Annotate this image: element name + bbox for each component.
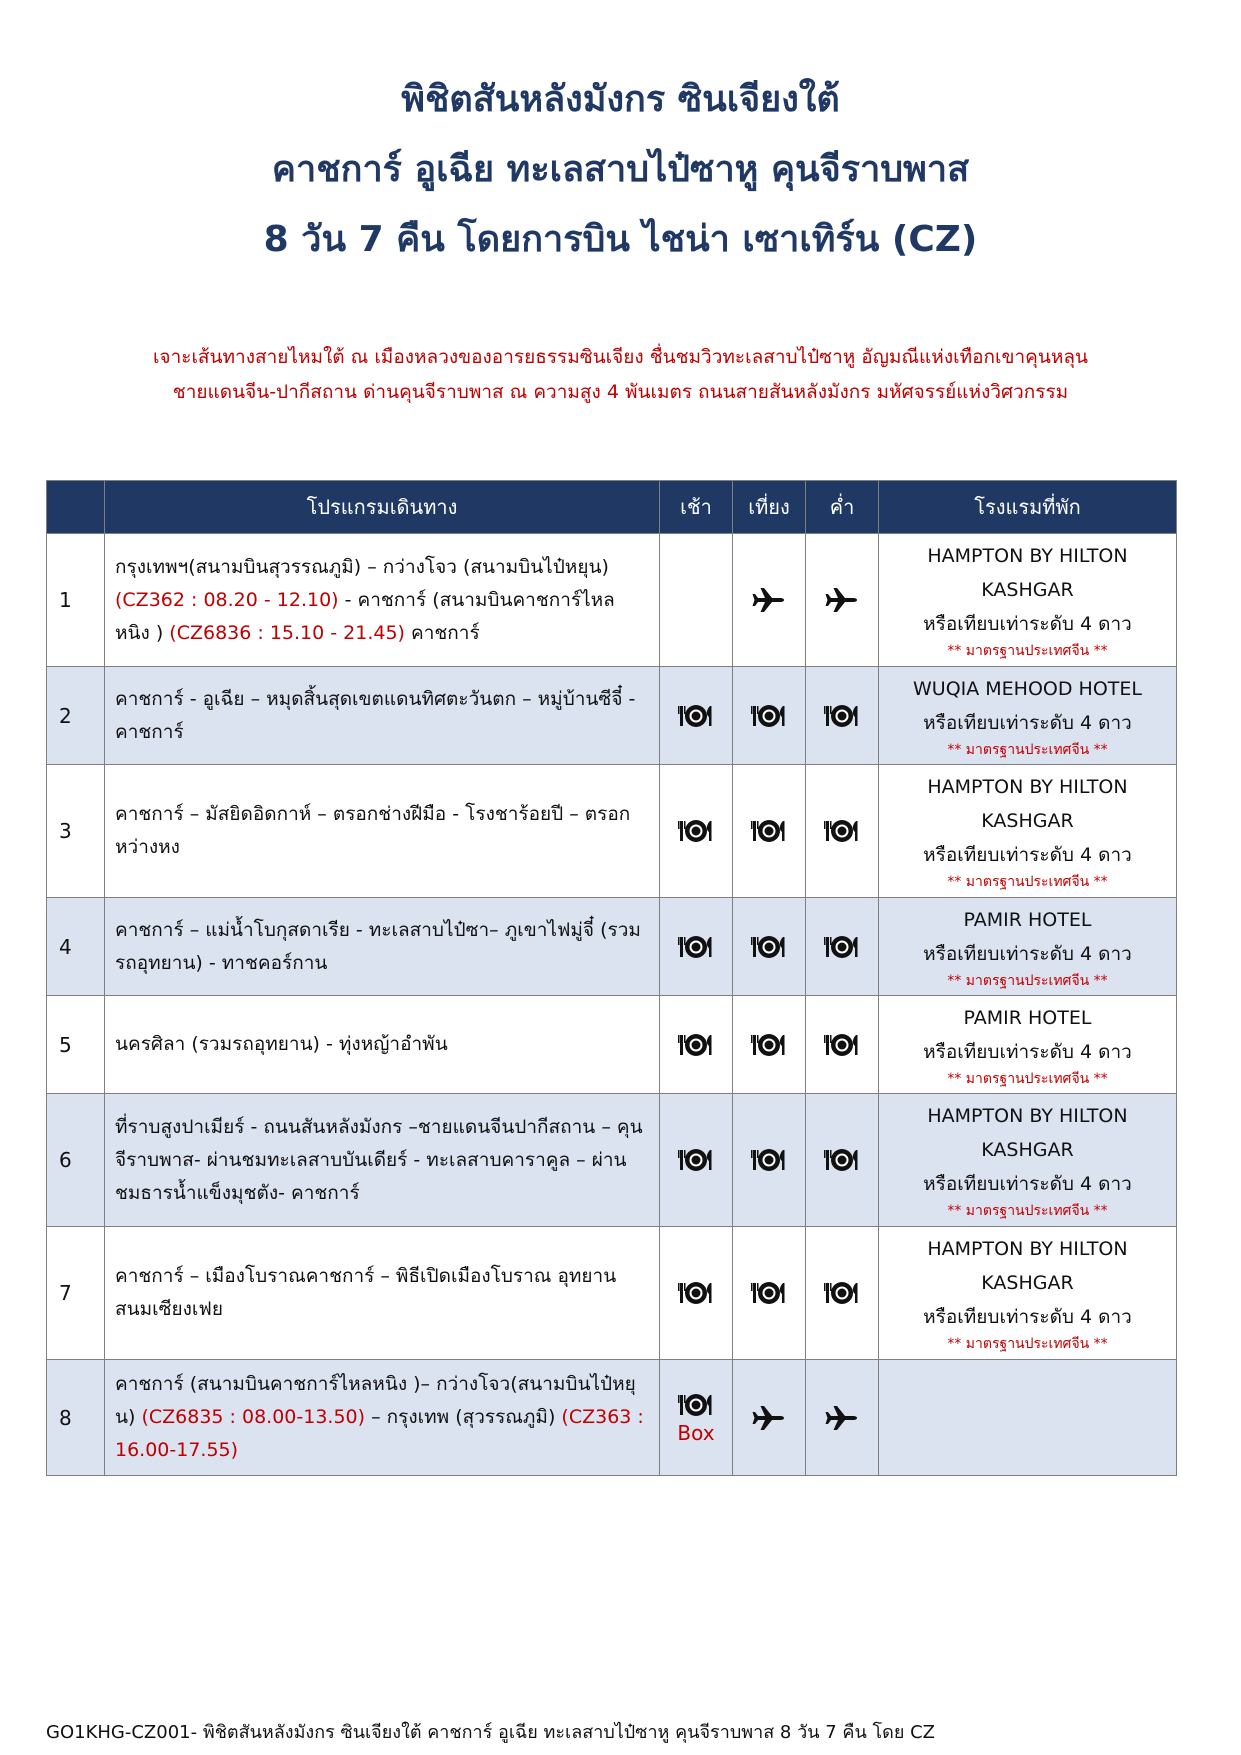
meal-icon [677, 932, 715, 962]
hotel-line: HAMPTON BY HILTON [927, 545, 1128, 567]
meal-icon [750, 701, 788, 731]
standard-note: ** มาตรฐานประเทศจีน ** [947, 1070, 1108, 1087]
hotel-line: KASHGAR [981, 579, 1074, 601]
meal-icon [750, 1030, 788, 1060]
day-number: 8 [47, 1360, 105, 1476]
hotel-cell [879, 534, 1177, 667]
hotel-line: หรือเทียบเท่าระดับ 4 ดาว [923, 1306, 1132, 1328]
meal-breakfast [660, 534, 733, 667]
flight-info: (CZ362 : 08.20 - 12.10) [115, 588, 339, 611]
itinerary-table [46, 480, 1177, 1476]
airplane-icon [750, 1403, 788, 1433]
title-line-1: พิชิตสันหลังมังกร ซินเจียงใต้ [401, 79, 840, 120]
program-text: กรุงเทพฯ(สนามบินสุวรรณภูมิ) – กว่างโจว (สนามบินไป๋หยุน) [115, 555, 609, 578]
meal-dinner [806, 1094, 879, 1227]
hotel-cell [879, 1094, 1177, 1227]
hotel-line: หรือเทียบเท่าระดับ 4 ดาว [923, 942, 1132, 965]
subtitle-block [30, 345, 1211, 415]
header-program: โปรแกรมเดินทาง [105, 481, 660, 534]
hotel-line: HAMPTON BY HILTON [927, 1105, 1128, 1127]
hotel-line: PAMIR HOTEL [963, 1006, 1092, 1029]
meal-lunch [733, 1227, 806, 1360]
meal-dinner [806, 1360, 879, 1476]
header-lunch: เที่ยง [733, 481, 806, 534]
header-breakfast: เช้า [660, 481, 733, 534]
meal-dinner [806, 534, 879, 667]
flight-info: (CZ6835 : 08.00-13.50) [141, 1406, 366, 1428]
meal-lunch [733, 765, 806, 898]
program-text: นครศิลา (รวมรถอุทยาน) - ทุ่งหญ้าอำพัน [115, 1033, 448, 1055]
standard-note: ** มาตรฐานประเทศจีน ** [947, 874, 1108, 890]
meal-breakfast [660, 1094, 733, 1227]
meal-dinner [806, 765, 879, 898]
hotel-line: HAMPTON BY HILTON [927, 1238, 1128, 1260]
hotel-cell [879, 667, 1177, 765]
table-row [47, 667, 1177, 765]
meal-icon [750, 932, 788, 962]
hotel-line: KASHGAR [981, 1139, 1074, 1161]
meal-breakfast [660, 1360, 733, 1476]
day-number: 3 [47, 765, 105, 898]
meal-icon [677, 701, 715, 731]
meal-dinner [806, 1227, 879, 1360]
header-dinner: ค่ำ [806, 481, 879, 534]
meal-icon [823, 816, 861, 846]
meal-icon [750, 816, 788, 846]
airplane-icon [750, 585, 788, 615]
hotel-cell [879, 765, 1177, 898]
title-block [0, 78, 1241, 288]
program-cell [105, 534, 660, 667]
table-row [47, 1227, 1177, 1360]
table-row [47, 898, 1177, 996]
meal-icon [750, 1278, 788, 1308]
day-number: 6 [47, 1094, 105, 1227]
program-cell [105, 1227, 660, 1360]
meal-icon [823, 1030, 861, 1060]
hotel-line: หรือเทียบเท่าระดับ 4 ดาว [923, 613, 1132, 635]
meal-icon [677, 1030, 715, 1060]
hotel-line: WUQIA MEHOOD HOTEL [913, 677, 1142, 700]
table-row [47, 1360, 1177, 1476]
meal-icon [750, 1145, 788, 1175]
meal-breakfast [660, 898, 733, 996]
program-cell [105, 1094, 660, 1227]
airplane-icon [823, 1403, 861, 1433]
meal-icon [677, 1278, 715, 1308]
hotel-cell [879, 1227, 1177, 1360]
title-line-2: คาชการ์ อูเฉีย ทะเลสาบไป๋ซาหู คุนจีราบพาส [271, 149, 970, 190]
meal-breakfast [660, 996, 733, 1094]
hotel-cell [879, 1360, 1177, 1476]
day-number: 1 [47, 534, 105, 667]
program-cell [105, 765, 660, 898]
hotel-line: หรือเทียบเท่าระดับ 4 ดาว [923, 711, 1132, 734]
flight-info: (CZ363 : 16.00-17.55) [115, 1406, 644, 1461]
header-hotel: โรงแรมที่พัก [879, 481, 1177, 534]
program-text: – กรุงเทพ (สุวรรณภูมิ) [365, 1406, 562, 1428]
header-day [47, 481, 105, 534]
table-row [47, 765, 1177, 898]
program-cell [105, 667, 660, 765]
meal-lunch [733, 1094, 806, 1227]
meal-dinner [806, 667, 879, 765]
subtitle-line-2: ชายแดนจีน-ปากีสถาน ด่านคุนจีราบพาส ณ ความสูง 4 พันเมตร ถนนสายสันหลังมังกร มหัศจรรย์แห่งวิศวกรรม [172, 381, 1069, 403]
hotel-line: หรือเทียบเท่าระดับ 4 ดาว [923, 844, 1132, 866]
table-row [47, 534, 1177, 667]
program-cell [105, 898, 660, 996]
program-text: - คาชการ์ (สนามบินคาชการ์ไหลหนิง ) [115, 588, 615, 644]
hotel-line: หรือเทียบเท่าระดับ 4 ดาว [923, 1173, 1132, 1195]
hotel-line: หรือเทียบเท่าระดับ 4 ดาว [923, 1040, 1132, 1063]
program-text: คาชการ์ - อูเฉีย – หมุดสิ้นสุดเขตแดนทิศตะวันตก – หมู่บ้านซีจี๋ - คาชการ์ [115, 687, 636, 743]
meal-lunch [733, 996, 806, 1094]
meal-dinner [806, 996, 879, 1094]
meal-breakfast [660, 765, 733, 898]
hotel-cell [879, 898, 1177, 996]
program-text: ที่ราบสูงปาเมียร์ - ถนนสันหลังมังกร –ชายแดนจีนปากีสถาน – คุนจีราบพาส- ผ่านชมทะเลสาบบันเดียร์ - ทะเลสาบคาราคูล – ผ่านชมธารน้ำแข็งมุชตัง- คาชการ์ [115, 1115, 643, 1204]
meal-icon [677, 816, 715, 846]
standard-note: ** มาตรฐานประเทศจีน ** [947, 1203, 1108, 1219]
meal-lunch [733, 898, 806, 996]
program-cell [105, 996, 660, 1094]
day-number: 7 [47, 1227, 105, 1360]
meal-lunch [733, 667, 806, 765]
flight-info: (CZ6836 : 15.10 - 21.45) [169, 621, 405, 644]
box-label: Box [677, 1420, 715, 1445]
meal-dinner [806, 898, 879, 996]
hotel-cell [879, 996, 1177, 1094]
program-text: คาชการ์ (สนามบินคาชการ์ไหลหนิง )– กว่างโจว(สนามบินไป๋หยุน) [115, 1373, 636, 1428]
meal-icon [677, 1390, 715, 1420]
title-line-3: 8 วัน 7 คืน โดยการบิน ไชน่า เซาเทิร์น (CZ) [263, 219, 978, 260]
footer-text: GO1KHG-CZ001- พิชิตสันหลังมังกร ซินเจียงใต้ คาชการ์ อูเฉีย ทะเลสาบไป๋ซาหู คุนจีราบพาส 8 วัน 7 คืน โดย CZ [46, 1722, 935, 1743]
meal-breakfast [660, 667, 733, 765]
hotel-line: HAMPTON BY HILTON [927, 776, 1128, 798]
standard-note: ** มาตรฐานประเทศจีน ** [947, 1336, 1108, 1352]
meal-icon [823, 701, 861, 731]
hotel-line: KASHGAR [981, 1272, 1074, 1294]
program-text: คาชการ์ – เมืองโบราณคาชการ์ – พิธีเปิดเมืองโบราณ อุทยานสนมเซียงเฟย [115, 1265, 617, 1320]
meal-icon [823, 1278, 861, 1308]
program-text: คาชการ์ – แม่น้ำโบกุสดาเรีย - ทะเลสาบไป๋ซา– ภูเขาไฟมู่จี๋ (รวมรถอุทยาน) - ทาชคอร์กาน [115, 918, 641, 974]
program-cell [105, 1360, 660, 1476]
day-number: 4 [47, 898, 105, 996]
meal-icon [677, 1145, 715, 1175]
table-row [47, 996, 1177, 1094]
meal-lunch [733, 534, 806, 667]
meal-icon [823, 932, 861, 962]
program-text: คาชการ์ [404, 621, 480, 644]
meal-lunch [733, 1360, 806, 1476]
day-number: 2 [47, 667, 105, 765]
standard-note: ** มาตรฐานประเทศจีน ** [947, 972, 1108, 989]
hotel-line: KASHGAR [981, 810, 1074, 832]
standard-note: ** มาตรฐานประเทศจีน ** [947, 741, 1108, 758]
meal-breakfast [660, 1227, 733, 1360]
meal-icon [823, 1145, 861, 1175]
table-header-row [47, 481, 1177, 534]
program-text: คาชการ์ – มัสยิดอิดกาห์ – ตรอกช่างฝีมือ - โรงชาร้อยปี – ตรอกหว่างหง [115, 803, 631, 858]
standard-note: ** มาตรฐานประเทศจีน ** [947, 643, 1108, 659]
table-row [47, 1094, 1177, 1227]
subtitle-line-1: เจาะเส้นทางสายไหมใต้ ณ เมืองหลวงของอารยธรรมซินเจียง ชื่นชมวิวทะเลสาบไป๋ซาหู อัญมณีแห่งเทือกเขาคุนหลุน [152, 346, 1089, 368]
airplane-icon [823, 585, 861, 615]
day-number: 5 [47, 996, 105, 1094]
hotel-line: PAMIR HOTEL [963, 908, 1092, 931]
